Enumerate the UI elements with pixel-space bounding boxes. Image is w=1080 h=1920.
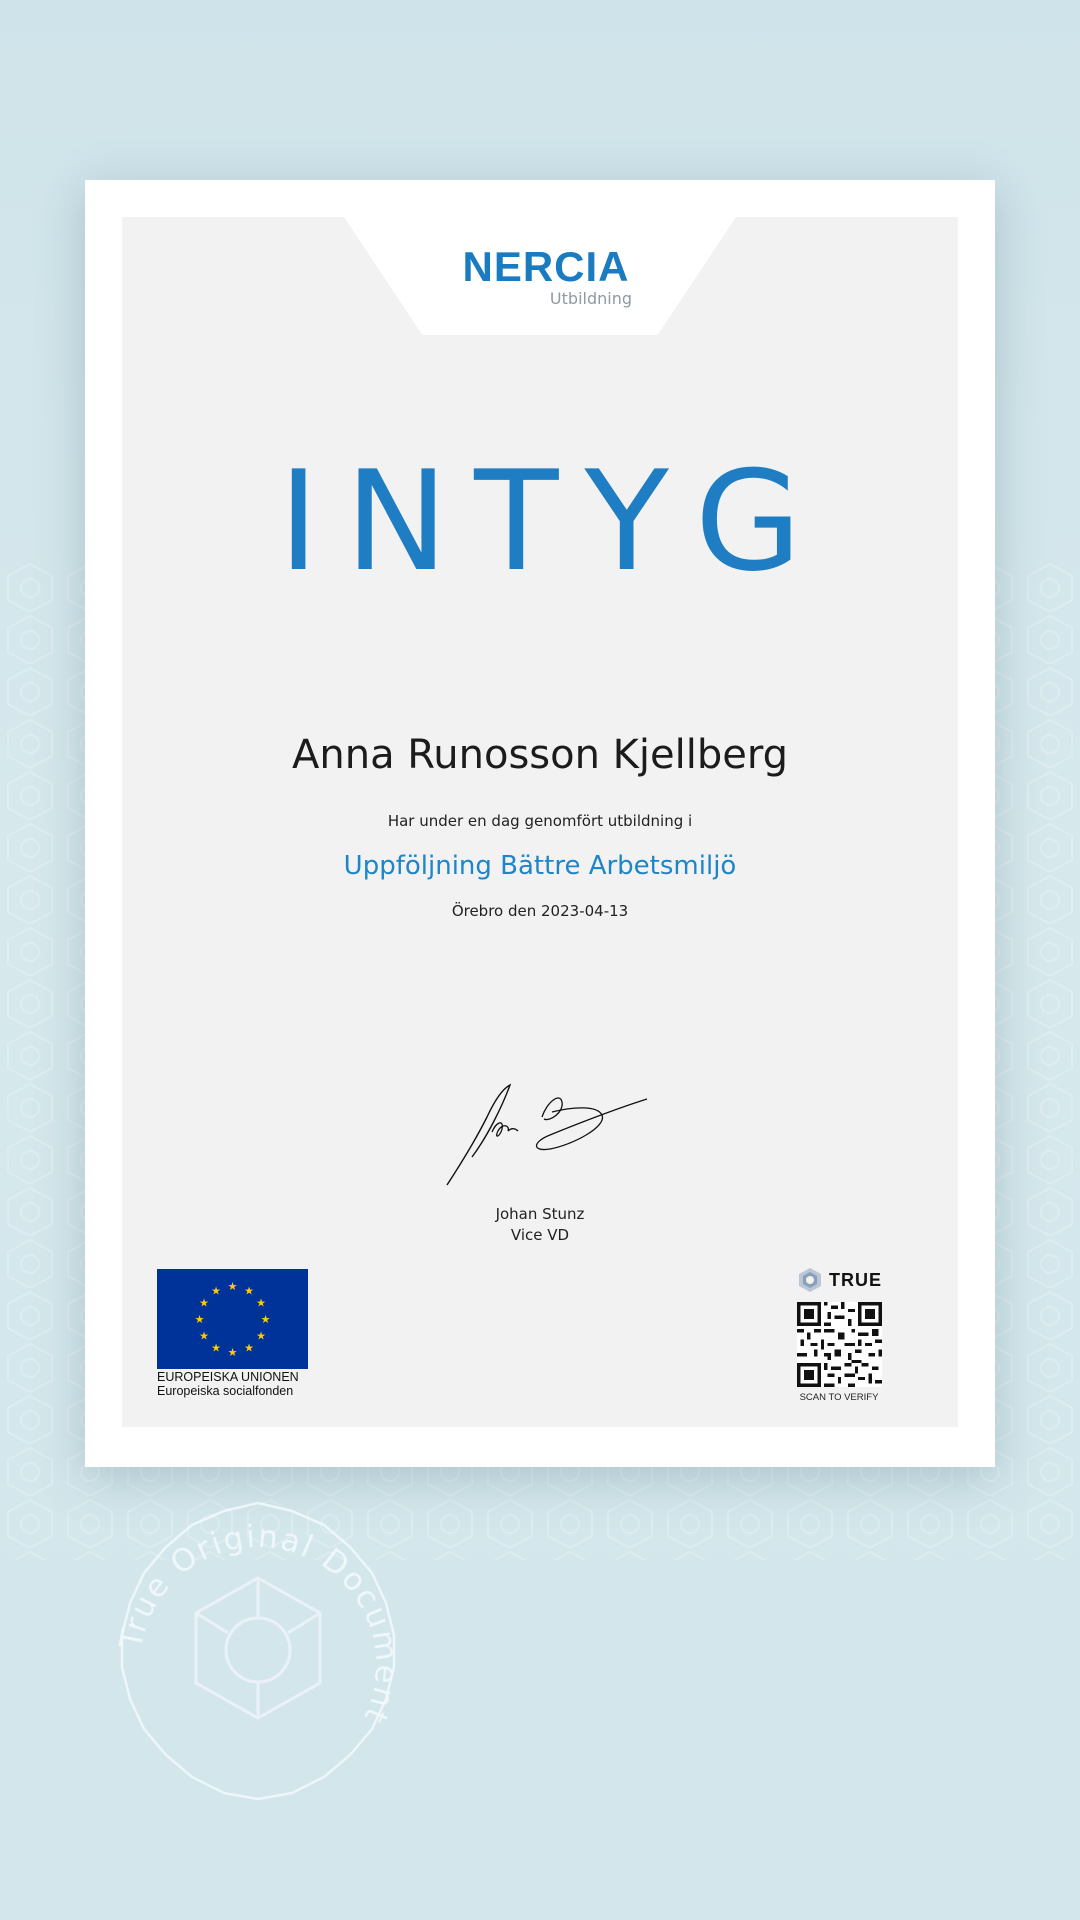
svg-text:★: ★	[211, 1284, 221, 1298]
recipient-name: Anna Runosson Kjellberg	[292, 732, 788, 778]
svg-text:★: ★	[199, 1329, 209, 1343]
svg-text:★: ★	[227, 1280, 238, 1293]
svg-text:★: ★	[244, 1284, 254, 1298]
true-brand-label: TRUE	[829, 1270, 882, 1290]
scan-to-verify-label: SCAN TO VERIFY	[799, 1392, 879, 1403]
completion-text: Har under en dag genomfört utbildning i	[387, 812, 693, 830]
signer-title: Vice VD	[510, 1226, 570, 1244]
certificate-card	[85, 180, 995, 1467]
seal-text: True Original Document	[113, 1518, 405, 1731]
esf-label: Europeiska socialfonden	[157, 1384, 294, 1398]
svg-text:★: ★	[256, 1329, 266, 1343]
signer-name: Johan Stunz	[495, 1205, 585, 1223]
true-original-seal	[88, 1495, 428, 1835]
place-date: Örebro den 2023-04-13	[451, 902, 629, 920]
course-name: Uppföljning Bättre Arbetsmiljö	[343, 851, 737, 881]
logo-subtitle: Utbildning	[549, 289, 632, 308]
eu-flag-icon	[157, 1269, 308, 1369]
svg-text:★: ★	[211, 1341, 221, 1355]
svg-text:★: ★	[260, 1313, 271, 1326]
svg-text:★: ★	[227, 1346, 238, 1359]
true-logo	[797, 1267, 887, 1295]
eu-label: EUROPEISKA UNIONEN	[157, 1370, 299, 1384]
signature-image	[432, 1077, 652, 1187]
logo-name: NERCIA	[462, 243, 630, 290]
nercia-logo	[122, 245, 958, 315]
certificate-title: INTYG	[278, 441, 828, 602]
true-hexagon-icon	[797, 1267, 823, 1293]
certificate-panel	[122, 217, 958, 1427]
svg-text:★: ★	[244, 1341, 254, 1355]
svg-text:★: ★	[194, 1313, 205, 1326]
qr-code-icon[interactable]	[797, 1302, 882, 1387]
svg-text:★: ★	[256, 1296, 266, 1310]
svg-text:★: ★	[199, 1296, 209, 1310]
